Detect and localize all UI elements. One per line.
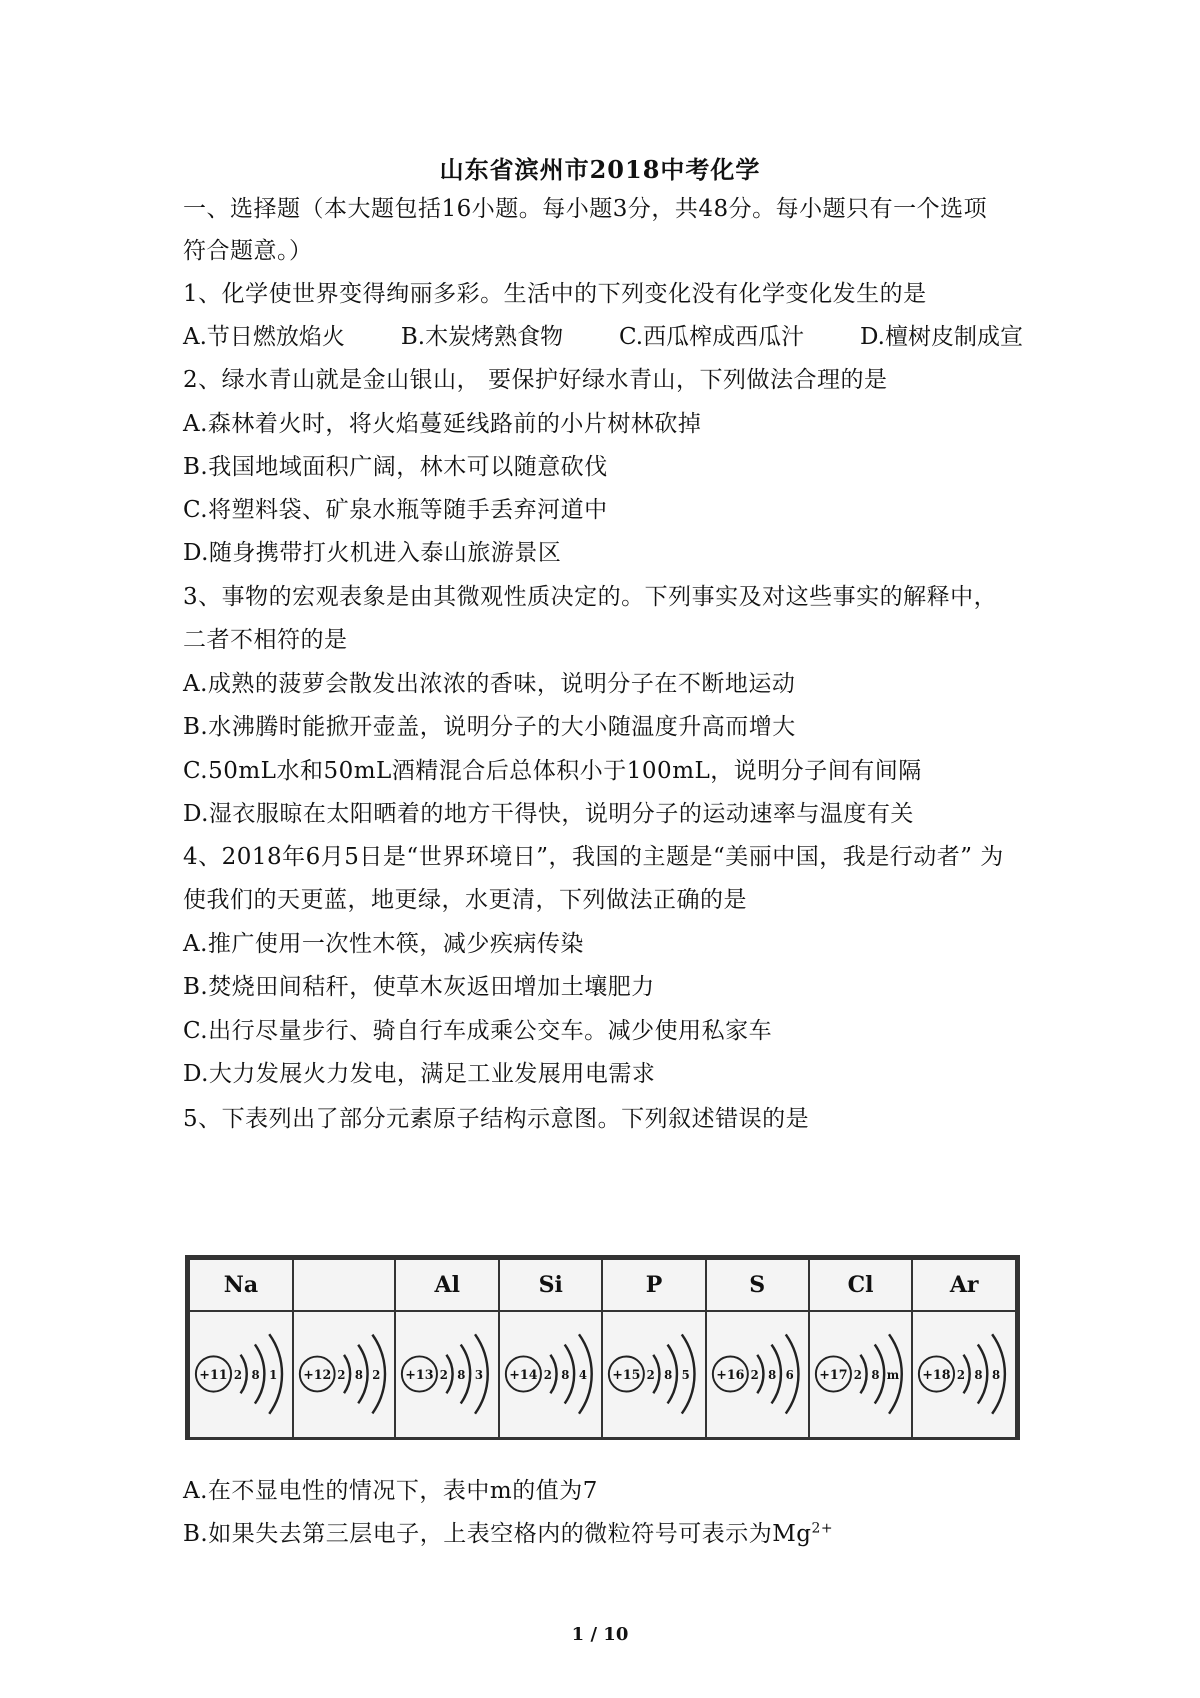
electron-count: 8 — [974, 1367, 983, 1382]
q5-option-b — [183, 1515, 833, 1548]
electron-count: 2 — [337, 1367, 346, 1382]
electron-count: 8 — [992, 1367, 1001, 1382]
electron-count: 8 — [664, 1367, 673, 1382]
q1-stem: 1、化学使世界变得绚丽多彩。生活中的下列变化没有化学变化发生的是 — [183, 281, 927, 307]
q3-stem-line2: 二者不相符的是 — [183, 627, 348, 653]
element-symbol-row — [189, 1259, 1016, 1311]
q3-option-d: D.湿衣服晾在太阳晒着的地方干得快，说明分子的运动速率与温度有关 — [183, 801, 914, 827]
atom-diagram — [707, 1312, 808, 1437]
q4-option-c: C.出行尽量步行、骑自行车成乘公交车。减少使用私家车 — [183, 1018, 773, 1044]
nucleus-charge: +12 — [302, 1366, 332, 1382]
atom-diagram — [913, 1312, 1015, 1437]
nucleus-charge: +16 — [715, 1366, 745, 1382]
q3-option-c: C.50mL水和50mL酒精混合后总体积小于100mL，说明分子间有间隔 — [183, 758, 922, 784]
nucleus-charge: +15 — [612, 1366, 641, 1382]
electron-count: 8 — [457, 1367, 466, 1382]
q4-option-a: A.推广使用一次性木筷，减少疾病传染 — [183, 931, 584, 957]
electron-count: 2 — [647, 1367, 656, 1382]
atom-diagram — [810, 1312, 912, 1437]
electron-count: 8 — [561, 1367, 570, 1382]
atom-diagram — [294, 1312, 395, 1437]
q4-stem-line2: 使我们的天更蓝，地更绿，水更清，下列做法正确的是 — [183, 887, 747, 913]
electron-count: 8 — [871, 1367, 880, 1382]
atom-diagram-row — [189, 1311, 1016, 1438]
q1-option-b: B.木炭烤熟食物 — [400, 324, 564, 350]
element-symbol: Na — [189, 1259, 293, 1311]
atom-diagram — [500, 1312, 601, 1437]
electron-count: m — [886, 1367, 899, 1382]
element-symbol: Al — [395, 1259, 499, 1311]
electron-count: 3 — [475, 1367, 484, 1382]
section-heading-line1: 一、选择题（本大题包括16小题。每小题3分，共48分。每小题只有一个选项 — [183, 196, 988, 222]
nucleus-charge: +17 — [819, 1366, 848, 1382]
q3-option-a: A.成熟的菠萝会散发出浓浓的香味，说明分子在不断地运动 — [183, 671, 796, 697]
q1-option-a: A.节日燃放焰火 — [183, 324, 345, 350]
electron-count: 2 — [233, 1367, 243, 1382]
element-symbol: S — [706, 1259, 809, 1311]
nucleus-charge: +18 — [922, 1366, 951, 1382]
electron-count: 8 — [354, 1367, 363, 1382]
atom-diagram — [190, 1312, 292, 1437]
q4-option-d: D.大力发展火力发电，满足工业发展用电需求 — [183, 1061, 656, 1087]
q2-option-b: B.我国地域面积广阔，林木可以随意砍伐 — [183, 454, 608, 480]
q5-option-b-text: B.如果失去第三层电子，上表空格内的微粒符号可表示为Mg — [183, 1521, 812, 1547]
q3-option-b: B.水沸腾时能掀开壶盖，说明分子的大小随温度升高而增大 — [183, 714, 796, 740]
electron-count: 2 — [543, 1367, 552, 1382]
q2-option-d: D.随身携带打火机进入泰山旅游景区 — [183, 540, 562, 566]
electron-count: 2 — [750, 1367, 759, 1382]
page-title: 山东省滨州市2018中考化学 — [439, 155, 761, 184]
q1-options — [183, 318, 1023, 351]
element-symbol — [293, 1259, 396, 1311]
section-heading-line2: 符合题意。） — [183, 238, 313, 264]
electron-count: 2 — [372, 1367, 381, 1382]
q2-option-c: C.将塑料袋、矿泉水瓶等随手丢弃河道中 — [183, 497, 608, 523]
nucleus-charge: +11 — [199, 1366, 228, 1382]
q3-stem-line1: 3、事物的宏观表象是由其微观性质决定的。下列事实及对这些事实的解释中， — [183, 584, 998, 610]
atom-diagram — [603, 1312, 704, 1437]
nucleus-charge: +14 — [509, 1366, 538, 1382]
element-symbol: Cl — [809, 1259, 913, 1311]
atom-diagram — [396, 1312, 498, 1437]
element-symbol: P — [602, 1259, 705, 1311]
element-symbol: Ar — [912, 1259, 1016, 1311]
q1-option-d: D.檀树皮制成宣 — [860, 324, 1023, 350]
electron-count: 4 — [578, 1367, 587, 1382]
q5-stem: 5、下表列出了部分元素原子结构示意图。下列叙述错误的是 — [183, 1106, 810, 1132]
q5-option-b-charge: 2+ — [811, 1520, 834, 1537]
element-symbol: Si — [499, 1259, 602, 1311]
electron-count: 6 — [785, 1367, 794, 1382]
nucleus-charge: +13 — [405, 1366, 435, 1382]
page-number: 1 / 10 — [571, 1624, 629, 1645]
electron-count: 8 — [767, 1367, 776, 1382]
q2-option-a: A.森林着火时，将火焰蔓延线路前的小片树林砍掉 — [183, 411, 702, 437]
q4-option-b: B.焚烧田间秸秆，使草木灰返田增加土壤肥力 — [183, 974, 655, 1000]
q4-stem-line1: 4、2018年6月5日是“世界环境日”，我国的主题是“美丽中国，我是行动者” 为 — [183, 844, 1004, 870]
electron-count: 2 — [440, 1367, 449, 1382]
electron-count: 2 — [957, 1367, 966, 1382]
atomic-structure-table — [185, 1255, 1020, 1440]
electron-count: 8 — [251, 1367, 260, 1382]
q1-option-c: C.西瓜榨成西瓜汁 — [619, 324, 805, 350]
q5-option-a: A.在不显电性的情况下，表中m的值为7 — [183, 1478, 598, 1504]
electron-count: 2 — [853, 1367, 862, 1382]
electron-count: 5 — [682, 1367, 691, 1382]
q2-stem: 2、绿水青山就是金山银山， 要保护好绿水青山，下列做法合理的是 — [183, 367, 888, 393]
electron-count: 1 — [269, 1367, 278, 1382]
